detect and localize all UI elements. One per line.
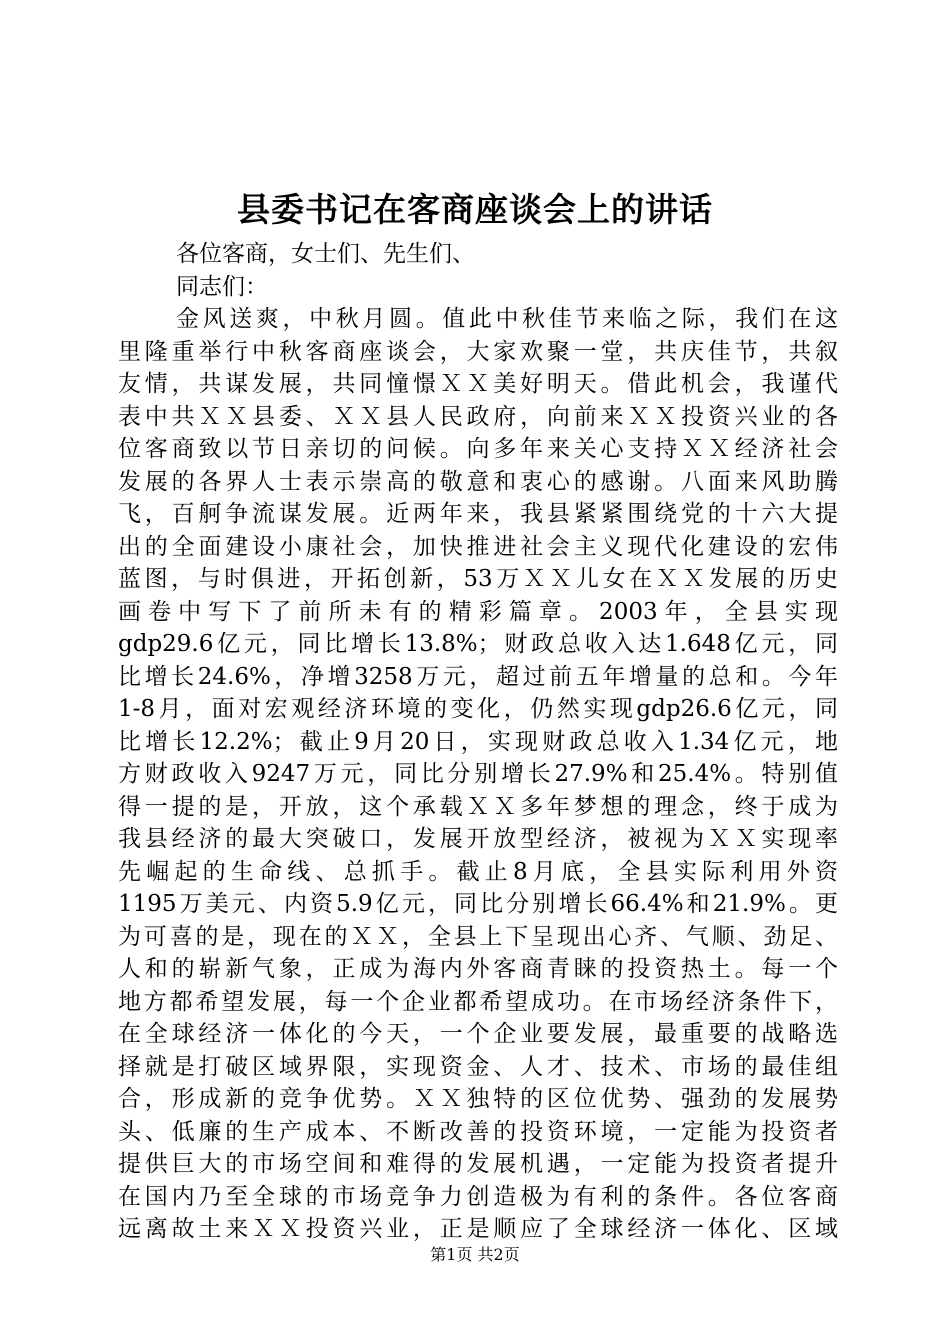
salutation-line: 同志们： (176, 273, 268, 300)
paragraph-line: 1-8月，面对宏观经济环境的变化，仍然实现gdp26.6亿元，同 (118, 696, 838, 722)
paragraph-line: 飞，百舸争流谋发展。近两年来，我县紧紧围绕党的十六大提 (118, 501, 838, 527)
paragraph-line: 比增长24.6%，净增3258万元，超过前五年增量的总和。今年 (118, 663, 838, 690)
paragraph-line: 先崛起的生命线、总抓手。截止8月底，全县实际利用外资 (118, 858, 838, 885)
paragraph-line: 在全球经济一体化的今天，一个企业要发展，最重要的战略选 (118, 1021, 838, 1047)
paragraph-line: 位客商致以节日亲切的问候。向多年来关心支持ＸＸ经济社会 (118, 436, 838, 462)
page-number-footer: 第1页 共2页 (430, 1245, 520, 1264)
paragraph-line: 得一提的是，开放，这个承载ＸＸ多年梦想的理念，终于成为 (118, 793, 838, 820)
paragraph-line: 友情，共谋发展，共同憧憬ＸＸ美好明天。借此机会，我谨代 (118, 371, 838, 397)
paragraph-line: 远离故土来ＸＸ投资兴业，正是顺应了全球经济一体化、区域 (118, 1216, 838, 1242)
paragraph-line: 人和的崭新气象，正成为海内外客商青睐的投资热土。每一个 (118, 956, 838, 982)
document-body (118, 238, 838, 1246)
salutation-line: 各位客商，女士们、先生们、 (176, 241, 475, 267)
paragraph-line: 里隆重举行中秋客商座谈会，大家欢聚一堂，共庆佳节，共叙 (118, 338, 838, 365)
paragraph-line: 画卷中写下了前所未有的精彩篇章。2003年，全县实现 (118, 598, 838, 625)
paragraph-line: 在国内乃至全球的市场竞争力创造极为有利的条件。各位客商 (118, 1183, 838, 1210)
paragraph-line: 1195万美元、内资5.9亿元，同比分别增长66.4%和21.9%。更 (118, 891, 838, 917)
paragraph-line: 头、低廉的生产成本、不断改善的投资环境，一定能为投资者 (118, 1118, 838, 1145)
paragraph-line: 提供巨大的市场空间和难得的发展机遇，一定能为投资者提升 (118, 1151, 838, 1177)
paragraph-line: 合，形成新的竞争优势。ＸＸ独特的区位优势、强劲的发展势 (118, 1086, 838, 1112)
paragraph-line: 蓝图，与时俱进，开拓创新，53万ＸＸ儿女在ＸＸ发展的历史 (118, 566, 838, 592)
paragraph-line: 我县经济的最大突破口，发展开放型经济，被视为ＸＸ实现率 (118, 826, 838, 852)
paragraph-line: 发展的各界人士表示崇高的敬意和衷心的感谢。八面来风助腾 (118, 468, 838, 495)
paragraph-line: 为可喜的是，现在的ＸＸ，全县上下呈现出心齐、气顺、劲足、 (118, 923, 838, 950)
paragraph-line: gdp29.6亿元，同比增长13.8%；财政总收入达1.648亿元，同 (118, 631, 838, 657)
paragraph-line: 地方都希望发展，每一个企业都希望成功。在市场经济条件下， (118, 988, 838, 1015)
paragraph-line: 择就是打破区域界限，实现资金、人才、技术、市场的最佳组 (118, 1053, 838, 1080)
paragraph-line: 方财政收入9247万元，同比分别增长27.9%和25.4%。特别值 (118, 761, 838, 787)
document-title: 县委书记在客商座谈会上的讲话 (237, 190, 713, 229)
paragraph-line: 金风送爽，中秋月圆。值此中秋佳节来临之际，我们在这 (176, 306, 838, 332)
paragraph-line: 出的全面建设小康社会，加快推进社会主义现代化建设的宏伟 (118, 533, 838, 560)
paragraph-line: 比增长12.2%；截止9月20日，实现财政总收入1.34亿元，地 (118, 728, 838, 755)
paragraph-line: 表中共ＸＸ县委、ＸＸ县人民政府，向前来ＸＸ投资兴业的各 (118, 403, 838, 430)
